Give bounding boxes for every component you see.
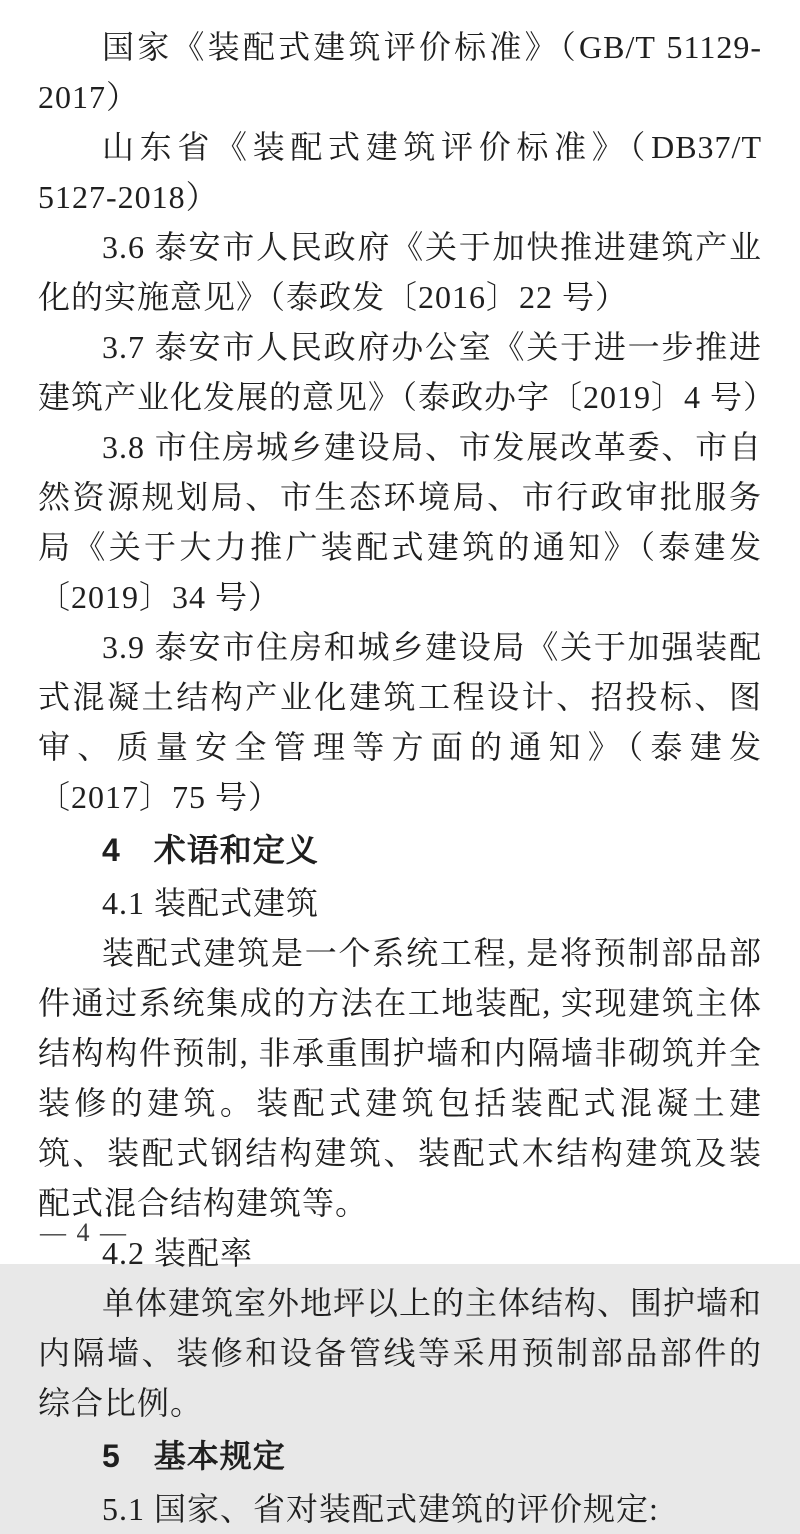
section-heading: 5 基本规定 bbox=[102, 1438, 286, 1474]
paragraph: 4.2 装配率 bbox=[102, 1235, 254, 1271]
paragraph: 3.6 泰安市人民政府《关于加快推进建筑产业化的实施意见》（泰政发〔2016〕22 号） bbox=[38, 229, 762, 315]
paragraph: 山东省《装配式建筑评价标准》（DB37/T 5127-2018） bbox=[38, 129, 762, 215]
paragraph: 装配式建筑是一个系统工程, 是将预制部品部件通过系统集成的方法在工地装配, 实现建筑主体结构构件预制, 非承重围护墙和内隔墙非砌筑并全装修的建筑。装配式建筑包括装配式混凝土建筑、装配式钢结构建筑、装配式木结构建筑及装配式混合结构建筑等。 bbox=[38, 935, 762, 1221]
section-heading: 4 术语和定义 bbox=[102, 832, 319, 868]
paragraph: 3.8 市住房城乡建设局、市发展改革委、市自然资源规划局、市生态环境局、市行政审批服务局《关于大力推广装配式建筑的通知》（泰建发〔2019〕34 号） bbox=[38, 429, 762, 615]
paragraph: 国家《装配式建筑评价标准》（GB/T 51129-2017） bbox=[38, 29, 762, 115]
paragraph: 单体建筑室外地坪以上的主体结构、围护墙和内隔墙、装修和设备管线等采用预制部品部件的综合比例。 bbox=[38, 1285, 763, 1421]
paragraph: 3.7 泰安市人民政府办公室《关于进一步推进建筑产业化发展的意见》（泰政办字〔2019〕4 号） bbox=[38, 329, 777, 415]
paragraph: 5.1 国家、省对装配式建筑的评价规定: bbox=[102, 1491, 659, 1527]
paragraph: 4.1 装配式建筑 bbox=[102, 885, 320, 921]
page-number: — 4 — bbox=[40, 1218, 128, 1247]
paragraph: 3.9 泰安市住房和城乡建设局《关于加强装配式混凝土结构产业化建筑工程设计、招投标、图审、质量安全管理等方面的通知》（泰建发〔2017〕75 号） bbox=[38, 629, 762, 815]
